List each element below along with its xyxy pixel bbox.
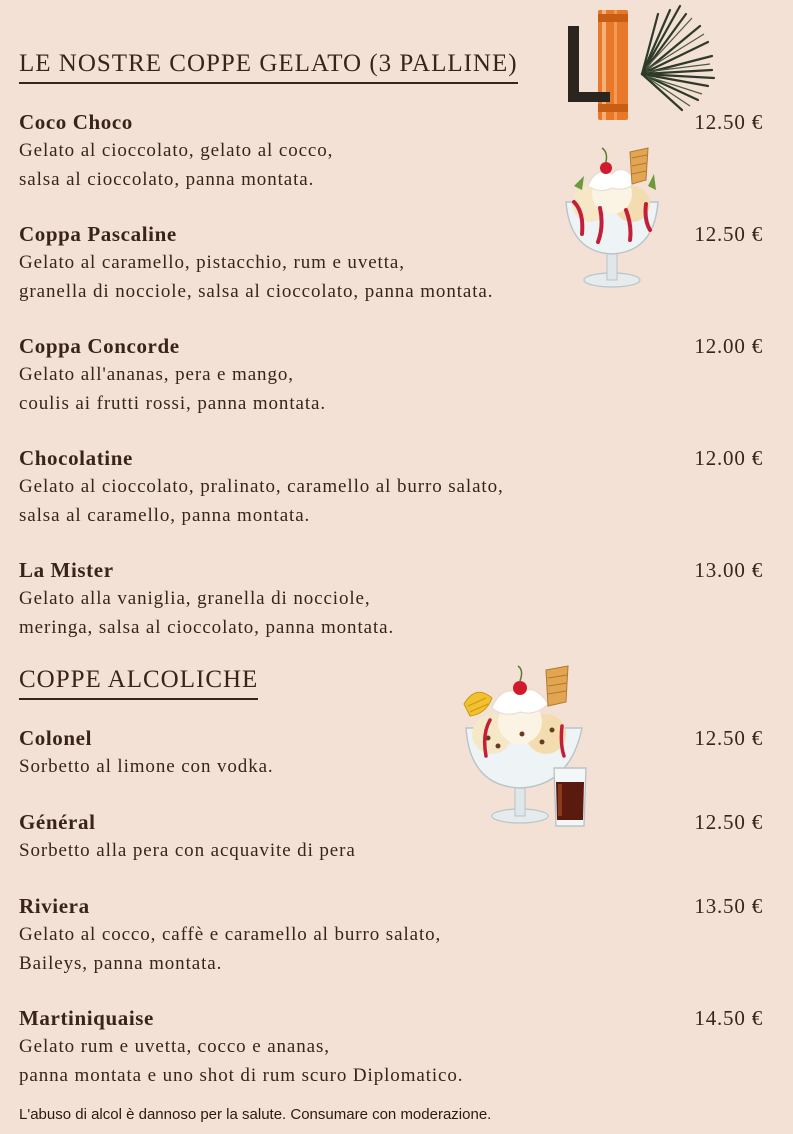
item-desc-line: granella di nocciole, salsa al cioccolato, panna montata. [19, 280, 494, 302]
section-title-coppe-gelato: LE NOSTRE COPPE GELATO (3 PALLINE) [19, 50, 518, 84]
item-desc-line: Gelato al caramello, pistacchio, rum e uvetta, [19, 252, 405, 273]
item-desc-line: Baileys, panna montata. [19, 952, 223, 974]
item-desc-line: salsa al caramello, panna montata. [19, 504, 311, 526]
item-desc-line: panna montata e uno shot di rum scuro Diplomatico. [19, 1064, 464, 1086]
menu-item-martiniquaise [19, 1004, 763, 1090]
restaurant-logo [562, 4, 718, 122]
item-price: 14.50 € [694, 1006, 763, 1030]
item-price: 12.50 € [694, 810, 763, 834]
item-desc-line: Gelato al cocco, caffè e caramello al burro salato, [19, 924, 442, 945]
item-desc-line: salsa al cioccolato, panna montata. [19, 168, 315, 190]
menu-item-la-mister [19, 556, 763, 642]
alcohol-sundae-illustration [462, 664, 592, 828]
item-price: 12.50 € [694, 222, 763, 246]
item-desc-line: Gelato rum e uvetta, cocco e ananas, [19, 1036, 330, 1057]
item-name: Martiniquaise [19, 1006, 154, 1030]
menu-item-riviera [19, 892, 763, 978]
item-desc-line: Gelato all'ananas, pera e mango, [19, 364, 294, 385]
section-title-coppe-alcoliche: COPPE ALCOLICHE [19, 666, 258, 700]
item-price: 12.50 € [694, 110, 763, 134]
item-desc-line: Sorbetto al limone con vodka. [19, 756, 274, 777]
item-desc-line: meringa, salsa al cioccolato, panna montata. [19, 616, 395, 638]
menu-item-colonel [19, 724, 763, 782]
item-desc-line: Gelato alla vaniglia, granella di nocciole, [19, 588, 371, 609]
item-desc-line: Gelato al cioccolato, pralinato, caramello al burro salato, [19, 476, 504, 497]
item-price: 12.00 € [694, 446, 763, 470]
menu-item-chocolatine [19, 444, 763, 530]
item-name: Général [19, 810, 96, 834]
item-desc-line: Gelato al cioccolato, gelato al cocco, [19, 140, 334, 161]
item-name: Coppa Concorde [19, 334, 180, 358]
item-name: Coppa Pascaline [19, 222, 177, 246]
item-price: 12.50 € [694, 726, 763, 750]
item-name: Chocolatine [19, 446, 133, 470]
item-price: 13.50 € [694, 894, 763, 918]
item-name: La Mister [19, 558, 114, 582]
item-name: Colonel [19, 726, 93, 750]
item-name: Coco Choco [19, 110, 133, 134]
menu-item-coppa-concorde [19, 332, 763, 418]
item-desc-line: coulis ai frutti rossi, panna montata. [19, 392, 327, 414]
menu-item-general [19, 808, 763, 866]
alcohol-disclaimer: L'abuso di alcol è dannoso per la salute. Consumare con moderazione. [19, 1106, 492, 1123]
item-price: 13.00 € [694, 558, 763, 582]
ice-cream-sundae-illustration [560, 146, 664, 292]
item-price: 12.00 € [694, 334, 763, 358]
item-desc-line: Sorbetto alla pera con acquavite di pera [19, 840, 356, 861]
item-name: Riviera [19, 894, 90, 918]
